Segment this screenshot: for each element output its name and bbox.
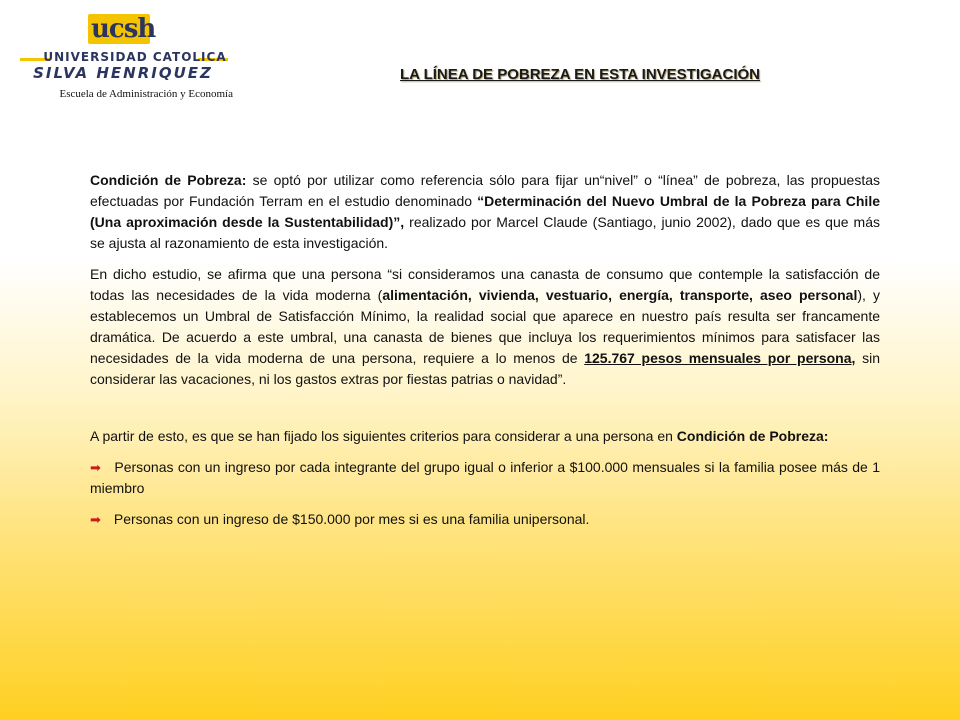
list-item (90, 457, 880, 499)
amount-highlight: 125.767 pesos mensuales por persona, (584, 350, 856, 366)
logo-university-surname: SILVA HENRIQUEZ (33, 64, 213, 82)
p3-text-a: A partir de esto, es que se han fijado los siguientes criterios para considerar a una persona en (90, 428, 677, 444)
paragraph-criterios (90, 426, 880, 447)
logo-ucsh-box (88, 14, 156, 44)
arrow-right-icon: ➡ (90, 512, 101, 527)
paragraph-condicion (90, 170, 880, 254)
p2-text-b: ), y establecemos un Umbral de Satisfacción Mínimo, la realidad social que aparece en nuestro país resulta ser francamente dramática. De acuerdo a este umbral, una canasta de bienes que incluya los requerimientos mínimos para satisfacer las necesidades de la vida moderna de una persona, requiere a lo menos de (90, 287, 880, 366)
p2-text-a: En dicho estudio, se afirma que una persona “si consideramos una canasta de consumo que contemple la satisfacción de todas las necesidades de la vida moderna ( (90, 266, 880, 303)
p1-text-b: realizado por Marcel Claude (Santiago, junio 2002), dado que es que más se ajusta al razonamiento de esta investigación. (90, 214, 880, 251)
bullet-text: Personas con un ingreso de $150.000 por mes si es una familia unipersonal. (110, 511, 590, 527)
bullet-text: Personas con un ingreso por cada integrante del grupo igual o inferior a $100.000 mensuales si la familia posee más de 1 miembro (90, 459, 880, 496)
logo-ucsh-text: ucsh (91, 14, 156, 44)
study-title: “Determinación del Nuevo Umbral de la Pobreza para Chile (Una aproximación desde la Sustentabilidad)”, (90, 193, 880, 230)
school-name: Escuela de Administración y Economía (59, 88, 233, 100)
university-logo (8, 10, 233, 105)
arrow-right-icon: ➡ (90, 460, 101, 475)
list-item (90, 509, 880, 530)
logo-university-name: UNIVERSIDAD CATOLICA (43, 50, 227, 64)
spacer (90, 400, 880, 426)
p2-text-c: sin considerar las vacaciones, ni los gastos extras por fiestas patrias o navidad”. (90, 350, 881, 387)
needs-list: alimentación, vivienda, vestuario, energía, transporte, aseo personal (382, 287, 858, 303)
slide-body (90, 170, 880, 540)
paragraph-estudio (90, 264, 880, 390)
slide-title: LA LÍNEA DE POBREZA EN ESTA INVESTIGACIÓN (399, 66, 761, 83)
condicion-label: Condición de Pobreza: (676, 428, 829, 444)
p1-text-a: se optó por utilizar como referencia sólo para fijar un“nivel” o “línea” de pobreza, las propuestas efectuadas por Fundación Terram en el estudio denominado (90, 172, 880, 209)
lead-condicion-label: Condición de Pobreza: (90, 172, 247, 188)
